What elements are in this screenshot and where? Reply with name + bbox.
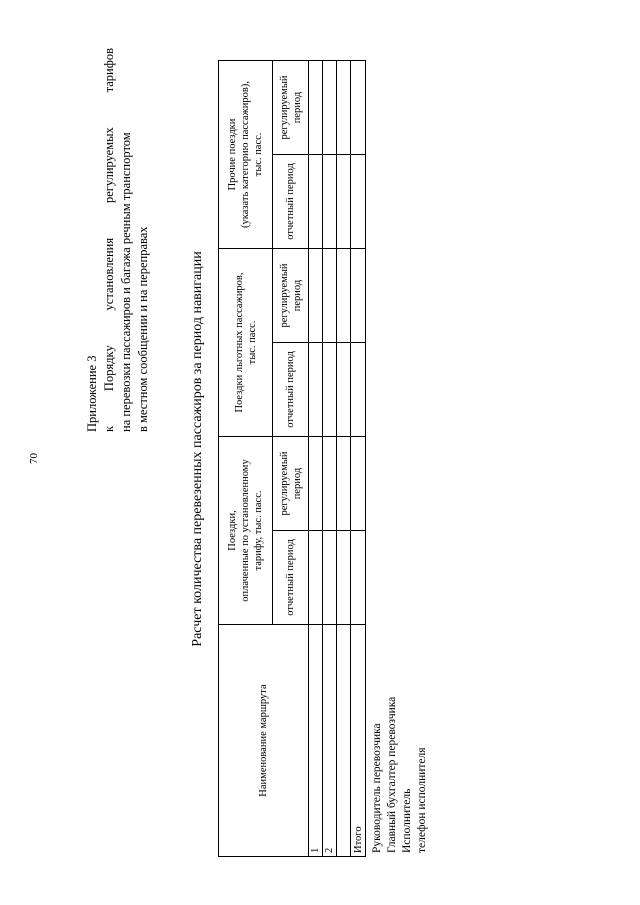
table-cell [351,343,366,437]
signature-executor-phone: телефон исполнителя [416,747,428,853]
table-cell [337,249,351,343]
table-cell [337,155,351,249]
signature-chief-accountant: Главный бухгалтер перевозчика [386,696,398,853]
row-label [337,625,351,857]
appendix-line: на перевозки пассажиров и багажа речным транспортом [119,132,133,432]
signature-block [370,697,430,853]
table-cell [351,437,366,531]
reporting-period-header: отчетный период [273,343,309,437]
table-cell [351,61,366,155]
table-cell [323,155,337,249]
table-cell [351,249,366,343]
table-cell [337,61,351,155]
table-cell [337,343,351,437]
preferential-trips-header: Поездки льготных пассажиров, тыс. пасс. [219,249,273,437]
table-row [323,61,337,857]
table-cell [309,531,323,625]
other-trips-header: Прочие поездки (указать категорию пассажиров), тыс. пасс. [219,61,273,249]
table-title: Расчет количества перевезенных пассажиров за период навигации [190,251,205,647]
appendix-line: к Порядку установления регулируемых тарифов [102,48,116,432]
table-cell [309,61,323,155]
table-row [337,61,351,857]
table-cell [337,531,351,625]
table-cell [323,531,337,625]
signature-manager: Руководитель перевозчика [371,723,383,853]
page-number: 70 [28,453,40,464]
passenger-count-table [218,60,366,857]
row-label: 1 [309,625,323,857]
row-label: 2 [323,625,337,857]
regulated-period-header: регулируемый период [273,437,309,531]
table-cell [309,155,323,249]
table-cell [309,249,323,343]
appendix-line: в местном сообщении и на переправах [136,226,150,432]
row-label-total: Итого [351,625,366,857]
regulated-period-header: регулируемый период [273,249,309,343]
table-row [309,61,323,857]
signature-executor: Исполнитель [401,788,413,853]
table-cell [309,343,323,437]
paid-trips-header: Поездки, оплаченные по установленному тарифу, тыс. пасс. [219,437,273,625]
reporting-period-header: отчетный период [273,155,309,249]
table-row-total [351,61,366,857]
reporting-period-header: отчетный период [273,531,309,625]
table-cell [323,343,337,437]
table-cell [351,531,366,625]
table-cell [323,61,337,155]
appendix-header [84,48,152,432]
table-cell [351,155,366,249]
table-cell [323,249,337,343]
table-cell [337,437,351,531]
route-name-header: Наименование маршрута [219,625,309,857]
table-cell [323,437,337,531]
regulated-period-header: регулируемый период [273,61,309,155]
appendix-title: Приложение 3 [85,355,99,432]
table-cell [309,437,323,531]
